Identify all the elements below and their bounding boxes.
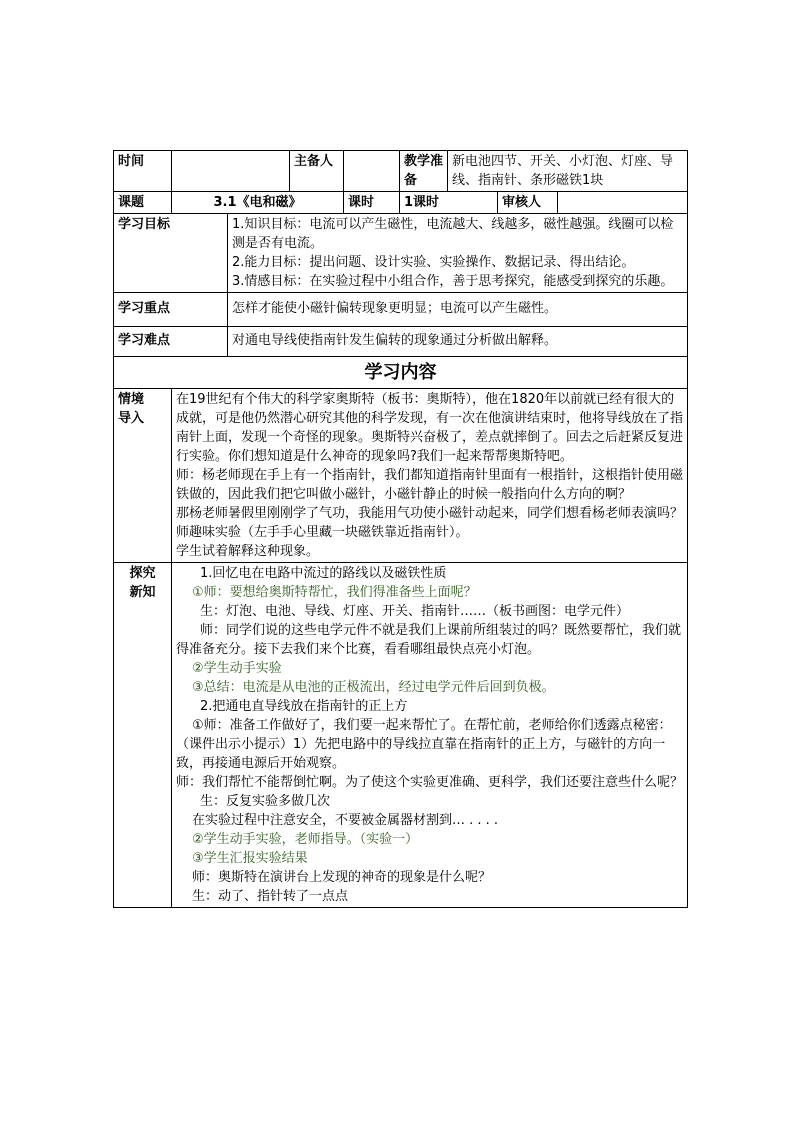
topic-value: 3.1《电和磁》 xyxy=(172,192,344,214)
row-content-title xyxy=(114,357,688,389)
goals-content xyxy=(228,214,688,293)
intro-paragraph: 在19世纪有个伟大的科学家奥斯特（板书：奥斯特），他在1820年以前就已经有很大的成就，可是他仍然潜心研究其他的科学发现，有一次在他演讲结束时，他将导线放在了指南针上面，发现一个奇怪的现象。奥斯特兴奋极了，差点就摔倒了。回去之后赶紧反复进行实验。你们想知道是什么神奇的现象吗?我们一起来帮帮奥斯特吧。 xyxy=(176,392,684,464)
reviewer-label: 审核人 xyxy=(498,192,558,214)
difficulty-label: 学习难点 xyxy=(114,327,228,357)
row-goals xyxy=(114,214,688,293)
explore-line: 生：动了、指针转了一点点 xyxy=(192,889,349,904)
intro-paragraph: 学生试着解释这种现象。 xyxy=(176,544,320,559)
explore-line: 在实验过程中注意安全，不要被金属器材割到… . . . . xyxy=(192,813,499,828)
reviewer-value xyxy=(558,192,688,214)
row-focus xyxy=(114,293,688,327)
intro-label-top: 情境 xyxy=(118,392,145,407)
goal-emotion: 3.情感目标：在实验过程中小组合作，善于思考探究，能感受到探究的乐趣。 xyxy=(232,274,674,289)
difficulty-value: 对通电导线使指南针发生偏转的现象通过分析做出解释。 xyxy=(228,327,688,357)
intro-paragraph: 那杨老师暑假里刚刚学了气功，我能用气功使小磁针动起来，同学们想看杨老师表演吗？ xyxy=(176,506,684,521)
explore-line: 师：奥斯特在演讲台上发现的神奇的现象是什么呢？ xyxy=(192,870,492,885)
intro-content xyxy=(172,389,688,563)
time-label: 时间 xyxy=(114,151,172,192)
row-explore xyxy=(114,563,688,908)
prep-label: 教学准备 xyxy=(400,151,448,192)
period-label: 课时 xyxy=(344,192,400,214)
intro-paragraph: 师：杨老师现在手上有一个指南针，我们都知道指南针里面有一根指针，这根指针使用磁铁做的，因此我们把它叫做小磁针，小磁针静止的时候一般指向什么方向的啊？ xyxy=(176,468,684,502)
goal-knowledge: 1.知识目标：电流可以产生磁性，电流越大、线越多，磁性越强。线圈可以检测是否有电流。 xyxy=(232,217,674,251)
explore-label-top: 探究 xyxy=(129,566,156,581)
focus-label: 学习重点 xyxy=(114,293,228,327)
explore-label-bottom: 新知 xyxy=(129,585,156,600)
prep-value: 新电池四节、开关、小灯泡、灯座、导线、指南针、条形磁铁1块 xyxy=(448,151,688,192)
focus-value: 怎样才能使小磁针偏转现象更明显；电流可以产生磁性。 xyxy=(228,293,688,327)
lead-value xyxy=(344,151,400,192)
intro-paragraph: 师趣味实验（左手手心里藏一块磁铁靠近指南针）。 xyxy=(176,525,469,540)
lead-label: 主备人 xyxy=(290,151,344,192)
explore-line: ③总结：电流是从电池的正极流出，经过电学元件后回到负极。 xyxy=(192,680,555,695)
explore-line: 1.回忆电在电路中流过的路线以及磁铁性质 xyxy=(200,566,447,581)
goal-ability: 2.能力目标：提出问题、设计实验、实验操作、数据记录、得出结论。 xyxy=(232,255,635,270)
explore-line: ①师：准备工作做好了，我们要一起来帮忙了。在帮忙前，老师给你们透露点秘密：（课件出示小提示）1）先把电路中的导线拉直靠在指南针的正上方，与磁针的方向一致，再接通电源后开始观察。 xyxy=(176,718,672,771)
explore-line: 2.把通电直导线放在指南针的正上方 xyxy=(200,699,408,714)
explore-line: ③学生汇报实验结果 xyxy=(192,851,308,866)
explore-line: 师：同学们说的这些电学元件不就是我们上课前所组装过的吗？既然要帮忙，我们就得准备充分。接下去我们来个比赛，看看哪组最快点亮小灯泡。 xyxy=(176,623,682,657)
row-intro xyxy=(114,389,688,563)
time-value xyxy=(172,151,290,192)
period-value: 1课时 xyxy=(400,192,498,214)
explore-line: 生：灯泡、电池、导线、灯座、开关、指南针……（板书画图：电学元件） xyxy=(200,604,630,619)
explore-content xyxy=(172,563,688,908)
row-difficulty xyxy=(114,327,688,357)
explore-line: ②学生动手实验，老师指导。（实验一） xyxy=(192,832,419,847)
intro-label xyxy=(114,389,172,563)
intro-label-bottom: 导入 xyxy=(118,411,145,426)
topic-label: 课题 xyxy=(114,192,172,214)
explore-label xyxy=(114,563,172,908)
explore-line: ①师：要想给奥斯特帮忙，我们得准备些上面呢？ xyxy=(192,585,477,600)
explore-line: ②学生动手实验 xyxy=(192,661,282,676)
explore-line: 师：我们帮忙不能帮倒忙啊。为了使这个实验更准确、更科学，我们还要注意些什么呢？ xyxy=(176,775,684,790)
row-header xyxy=(114,151,688,192)
goals-label: 学习目标 xyxy=(114,214,228,293)
row-topic xyxy=(114,192,688,214)
lesson-plan-table xyxy=(113,150,688,908)
content-title: 学习内容 xyxy=(114,357,688,389)
explore-line: 生：反复实验多做几次 xyxy=(200,794,331,809)
